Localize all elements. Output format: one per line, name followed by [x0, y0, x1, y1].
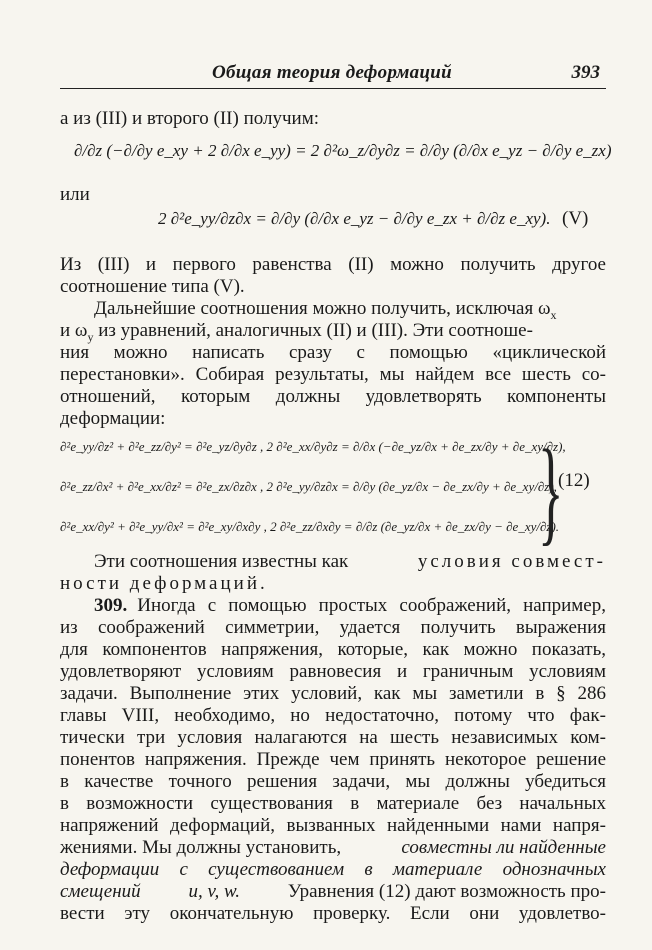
text-line: удовлетворяют условиям равновесия и граничным условиям — [60, 661, 606, 682]
text-span: Иногда с помощью простых соображений, например, — [137, 595, 606, 616]
text-line: напряжений деформаций, вызванных найденными нами напря- — [60, 815, 606, 836]
text-span: и ω — [60, 320, 88, 341]
text-span: Дальнейшие соотношения можно получить, исключая ω — [94, 298, 551, 319]
text-line: для компонентов напряжения, которые, как можно показать, — [60, 639, 606, 660]
equation-12-row-3: ∂²e_xx/∂y² + ∂²e_yy/∂x² = ∂²e_xy/∂x∂y , 2 ∂²e_zz/∂x∂y = ∂/∂z (∂e_yz/∂x + ∂e_zx/∂y − ∂e_xy/∂z). — [60, 519, 560, 534]
equation-V: 2 ∂²e_yy/∂z∂x = ∂/∂y (∂/∂x e_yz − ∂/∂y e_zx + ∂/∂z e_xy). — [158, 209, 551, 228]
text-line: а из (III) и второго (II) получим: — [60, 108, 320, 129]
text-line — [94, 595, 606, 617]
equation-curl: ∂/∂z (−∂/∂y e_xy + 2 ∂/∂x e_yy) = 2 ∂²ω_z/∂y∂z = ∂/∂y (∂/∂x e_yz − ∂/∂y e_zx) — [74, 141, 612, 160]
section-number: 309. — [94, 595, 128, 616]
text-line-italic: деформации с существованием в материале однозначных — [60, 859, 606, 880]
text-span: Уравнения (12) дают возможность про- — [287, 881, 606, 902]
text-line: или — [60, 184, 90, 205]
text-line: понентов напряжения. Прежде чем принять некоторое решение — [60, 749, 606, 770]
text-line: в возможности существования в материале без начальных — [60, 793, 606, 814]
text-span-italic: совместны ли найденные — [401, 837, 606, 858]
text-line: из соображений симметрии, удается получить выражения — [60, 617, 606, 638]
text-span: из уравнений, аналогичных (II) и (III). Эти соотноше- — [98, 320, 533, 341]
page-number: 393 — [571, 62, 600, 83]
text-span-italic: u, v, w. — [188, 881, 241, 902]
text-line: в качестве точного решения задачи, мы должны убедиться — [60, 771, 606, 792]
text-line: ния можно написать сразу с помощью «циклической — [60, 342, 606, 363]
text-line: отношений, которым должны удовлетворять компоненты — [60, 386, 606, 407]
running-header — [60, 62, 606, 89]
text-span-italic: смещений — [60, 881, 141, 902]
text-line — [60, 837, 606, 859]
text-line — [94, 551, 606, 573]
text-span: Эти соотношения известны как — [94, 551, 349, 572]
running-title: Общая теория деформаций — [212, 62, 453, 83]
equation-V-label: (V) — [562, 208, 589, 229]
text-line: вести эту окончательную проверку. Если они удовлетво- — [60, 903, 606, 924]
equation-12-label: (12) — [558, 470, 590, 491]
equation-12-row-1: ∂²e_yy/∂z² + ∂²e_zz/∂y² = ∂²e_yz/∂y∂z , 2 ∂²e_xx/∂y∂z = ∂/∂x (−∂e_yz/∂x + ∂e_zx/∂y + ∂e_xy/∂z), — [60, 439, 566, 454]
equation-12-row-2: ∂²e_zz/∂x² + ∂²e_xx/∂z² = ∂²e_zx/∂z∂x , 2 ∂²e_yy/∂z∂x = ∂/∂y (∂e_yz/∂x − ∂e_zx/∂y + ∂e_xy/∂z), — [60, 479, 557, 494]
text-line: соотношение типа (V). — [60, 276, 245, 297]
text-line: задачи. Выполнение этих условий, как мы заметили в § 286 — [60, 683, 606, 704]
text-line: ности деформаций. — [60, 573, 268, 594]
text-line: Из (III) и первого равенства (II) можно получить другое — [60, 254, 606, 275]
text-line: главы VIII, необходимо, но недостаточно, потому что фак- — [60, 705, 606, 726]
text-line: деформации: — [60, 408, 166, 429]
subscript: y — [87, 329, 94, 344]
subscript: x — [550, 307, 557, 322]
text-span-spaced: условия совмест- — [417, 551, 606, 572]
text-span: жениями. Мы должны установить, — [60, 837, 342, 858]
text-line: перестановки». Собирая результаты, мы найдем все шесть со- — [60, 364, 606, 385]
right-brace: } — [538, 425, 564, 556]
text-line: тически три условия налагаются на шесть независимых ком- — [60, 727, 606, 748]
text-line — [60, 881, 606, 903]
